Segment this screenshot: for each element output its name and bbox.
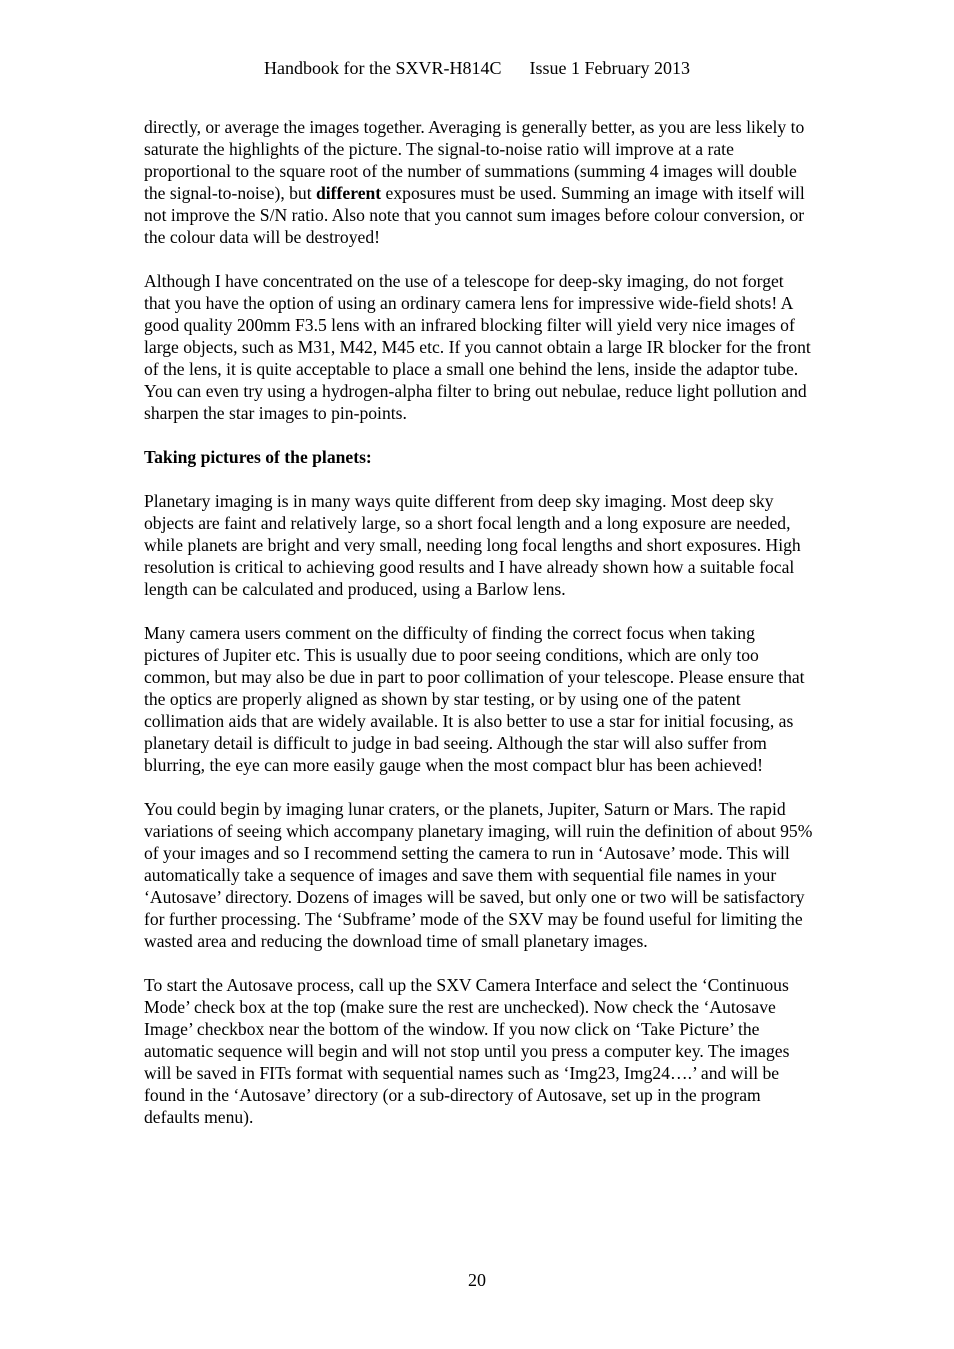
page-number: 20 (468, 1270, 486, 1290)
section-heading-planets: Taking pictures of the planets: (144, 447, 372, 467)
emphasis-different: different (316, 183, 382, 203)
issue-date: Issue 1 February 2013 (529, 58, 690, 78)
paragraph-planetary-imaging: Planetary imaging is in many ways quite different from deep sky imaging. Most deep sky objects are faint and relatively large, so a short focal length and a long exposure are needed, while planets are bright and very small, needing long focal lengths and short exposures. High resolution is critical to achieving good results and I have already shown how a suitable focal length can be calculated and produced, using a Barlow lens. (144, 491, 801, 599)
paragraph-autosave-intro: You could begin by imaging lunar craters, or the planets, Jupiter, Saturn or Mars. The rapid variations of seeing which accompany planetary imaging, will ruin the definition of about 95% of your images and so I recommend setting the camera to run in ‘Autosave’ mode. This will automatically take a sequence of images and save them with sequential file names in your ‘Autosave’ directory. Dozens of images will be saved, but only one or two will be satisfactory for further processing. The ‘Subframe’ mode of the SXV may be found useful for limiting the wasted area and reducing the download time of small planetary images. (144, 799, 813, 951)
body-text (144, 116, 814, 1150)
paragraph-averaging (144, 116, 814, 248)
running-header (0, 57, 954, 79)
paragraph-camera-lens: Although I have concentrated on the use of a telescope for deep-sky imaging, do not forget that you have the option of using an ordinary camera lens for impressive wide-field shots! A good quality 200mm F3.5 lens with an infrared blocking filter will yield very nice images of large objects, such as M31, M42, M45 etc. If you cannot obtain a large IR blocker for the front of the lens, it is quite acceptable to place a small one behind the lens, inside the adaptor tube. You can even try using a hydrogen-alpha filter to bring out nebulae, reduce light pollution and sharpen the star images to pin-points. (144, 271, 811, 423)
paragraph-averaging-start: directly, or average the images together. Averaging is generally better, as you are less likely to saturate the highlights of the picture. The signal-to-noise ratio will improve at a rate proportional to the square root of the number of summations (summing 4 images will double the signal-to-noise), but (144, 117, 805, 203)
paragraph-autosave-process: To start the Autosave process, call up the SXV Camera Interface and select the ‘Continuous Mode’ check box at the top (make sure the rest are unchecked). Now check the ‘Autosave Image’ checkbox near the bottom of the window. If you now click on ‘Take Picture’ the automatic sequence will begin and will not stop until you press a computer key. The images will be saved in FITs format with sequential names such as ‘Img23, Img24….’ and will be found in the ‘Autosave’ directory (or a sub-directory of Autosave, set up in the program defaults menu). (144, 975, 790, 1127)
paragraph-focus: Many camera users comment on the difficulty of finding the correct focus when taking pictures of Jupiter etc. This is usually due to poor seeing conditions, which are only too common, but may also be due in part to poor collimation of your telescope. Please ensure that the optics are properly aligned as shown by star testing, or by using one of the patent collimation aids that are widely available. It is also better to use a star for initial focusing, as planetary detail is difficult to judge in bad seeing. Although the star will also suffer from blurring, the eye can more easily gauge when the most compact blur has been achieved! (144, 623, 805, 775)
paragraph-averaging-end: exposures must be used. Summing an image with itself will not improve the S/N ratio. Also note that you cannot sum images before colour conversion, or the colour data will be destroyed! (144, 183, 805, 247)
handbook-title: Handbook for the SXVR-H814C (264, 58, 502, 78)
